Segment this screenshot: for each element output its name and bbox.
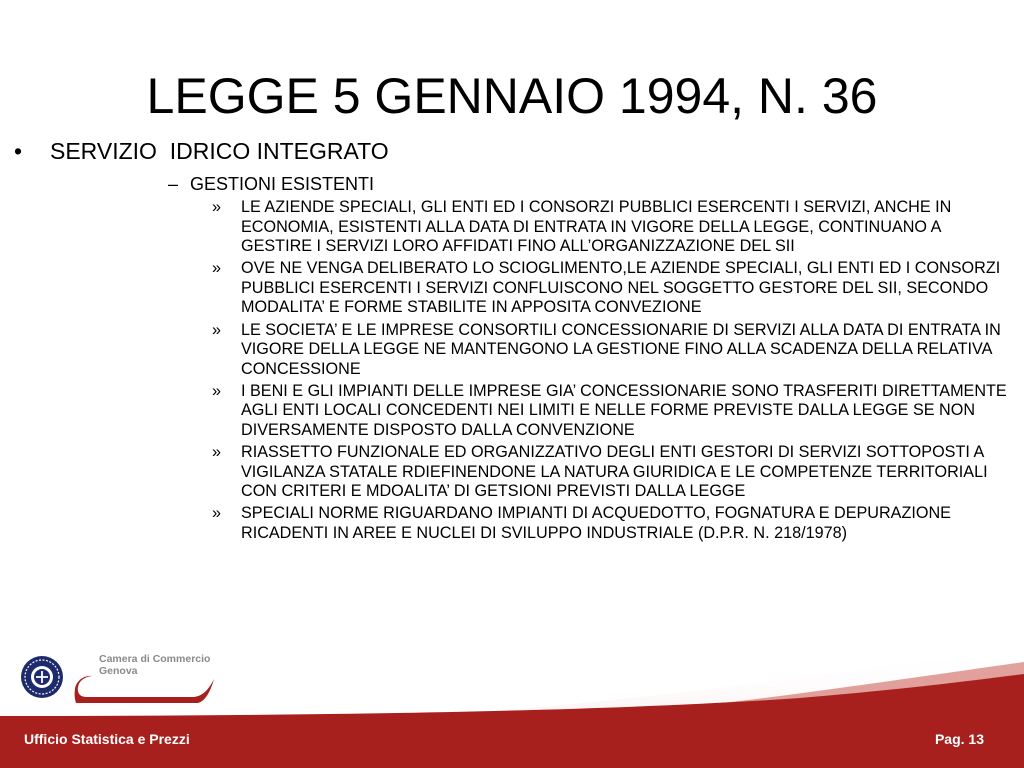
list-item-text: LE SOCIETA’ E LE IMPRESE CONSORTILI CONCESSIONARIE DI SERVIZI ALLA DATA DI ENTRATA IN VIGORE DELLA LEGGE NE MANTENGONO LA GESTIONE FINO ALLA SCADENZA DELLA RELATIVA CONCESSIONE	[241, 320, 1001, 378]
logo-line2: Genova	[99, 665, 138, 677]
list-item	[212, 198, 1008, 257]
level1-bullet-item	[14, 136, 389, 166]
footer-page-number: Pag. 13	[934, 731, 984, 747]
list-item	[212, 504, 1008, 543]
level3-bullet-glyph: »	[212, 259, 222, 278]
footer-office-label: Ufficio Statistica e Prezzi	[24, 731, 190, 747]
list-item	[212, 382, 1008, 441]
logo-text	[99, 653, 210, 677]
slide-title: LEGGE 5 GENNAIO 1994, N. 36	[146, 68, 878, 124]
level3-bullet-glyph: »	[212, 198, 222, 216]
list-item	[212, 259, 1008, 318]
list-item	[212, 321, 1008, 380]
level3-bullet-glyph: »	[212, 320, 222, 339]
logo-line1: Camera di Commercio	[99, 653, 211, 665]
level3-bullet-glyph: »	[212, 381, 222, 400]
level3-list	[212, 198, 1008, 546]
list-item-text: OVE NE VENGA DELIBERATO LO SCIOGLIMENTO,LE AZIENDE SPECIALI, GLI ENTI ED I CONSORZI PUBBLICI ESERCENTI I SERVIZI CONFLUISCONO NEL SOGGETTO GESTORE DEL SII, SECONDO MODALITA’ E FORME STABILITE IN APPOSITA CONVEZIONE	[241, 259, 1001, 317]
level2-bullet-item	[168, 172, 374, 196]
level2-text: GESTIONI ESISTENTI	[190, 174, 375, 194]
level2-bullet-glyph: –	[168, 174, 179, 194]
list-item-text: LE AZIENDE SPECIALI, GLI ENTI ED I CONSORZI PUBBLICI ESERCENTI I SERVIZI, ANCHE IN ECONOMIA, ESISTENTI ALLA DATA DI ENTRATA IN VIGORE DELLA LEGGE, CONTINUANO A GESTIRE I SERVIZI LORO AFFIDATI FINO ALL’ORGANIZZAZIONE DEL SII	[241, 198, 952, 255]
list-item-text: RIASSETTO FUNZIONALE ED ORGANIZZATIVO DEGLI ENTI GESTORI DI SERVIZI SOTTOPOSTI A VIGILANZA STATALE RDIEFINENDONE LA NATURA GIURIDICA E LE COMPETENZE TERRITORIALI CON CRITERI E MDOALITA’ DI GETSIONI PREVISTI DALLA LEGGE	[241, 443, 988, 501]
level1-bullet-glyph: •	[14, 138, 23, 164]
list-item-text: SPECIALI NORME RIGUARDANO IMPIANTI DI ACQUEDOTTO, FOGNATURA E DEPURAZIONE RICADENTI IN AREE E NUCLEI DI SVILUPPO INDUSTRIALE (D.P.R. N. 218/1978)	[241, 504, 951, 542]
list-item-text: I BENI E GLI IMPIANTI DELLE IMPRESE GIA’ CONCESSIONARIE SONO TRASFERITI DIRETTAMENTE AGLI ENTI LOCALI CONCEDENTI NEI LIMITI E NELLE FORME PREVISTE DALLA LEGGE SE NON DIVERSAMENTE DISPOSTO DALLA CONVENZIONE	[241, 381, 1007, 439]
list-item	[212, 443, 1008, 502]
level1-text: SERVIZIO IDRICO INTEGRATO	[50, 138, 389, 164]
level3-bullet-glyph: »	[212, 443, 222, 462]
level3-bullet-glyph: »	[212, 504, 222, 523]
